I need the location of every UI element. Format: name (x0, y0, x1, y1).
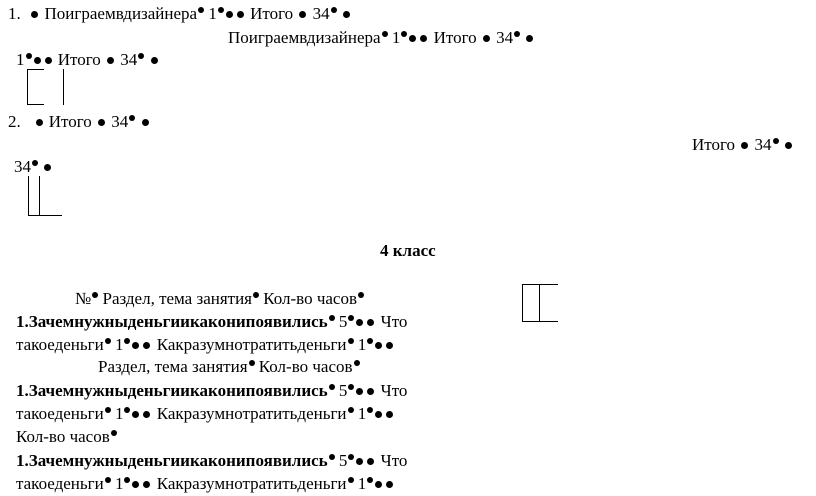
bullet-icon (142, 119, 149, 126)
bullet-icon (45, 57, 52, 64)
bullet-icon (143, 342, 150, 349)
row-hours: 5 (338, 451, 348, 470)
table-header (75, 289, 364, 309)
bullet-icon (367, 388, 374, 395)
bullet-icon (375, 411, 382, 418)
bullet-icon (129, 115, 135, 121)
bullet-icon (773, 138, 779, 144)
text-fragment: Что (380, 381, 408, 400)
bullet-icon (331, 7, 337, 13)
table-row (16, 312, 407, 332)
bullet-icon (375, 342, 382, 349)
text-fragment: Что (380, 451, 408, 470)
bullet-icon (143, 411, 150, 418)
topic-text: Какразумнотратитьденьги (156, 335, 347, 354)
bullet-icon (98, 119, 105, 126)
bullet-icon (237, 11, 244, 18)
list-line-5 (692, 135, 794, 155)
bullet-icon (124, 338, 130, 344)
header-number: № (75, 289, 92, 308)
table-cell-fragment (522, 284, 558, 322)
table-border-line (539, 284, 540, 322)
bullet-icon (741, 142, 748, 149)
table-row (16, 474, 395, 494)
text-fragment: Итого (57, 50, 101, 69)
bullet-icon (348, 407, 354, 413)
text-fragment: 34 (754, 135, 772, 154)
bullet-icon (31, 11, 38, 18)
topic-hours: 1 (114, 404, 124, 423)
list-line-4 (8, 112, 151, 132)
bullet-icon (92, 292, 98, 298)
bullet-icon (367, 319, 374, 326)
text-fragment: Поиграемвдизайнера (228, 28, 381, 47)
bullet-icon (386, 411, 393, 418)
text-fragment: 34 (14, 157, 31, 176)
text-fragment: 34 (496, 28, 514, 47)
topic-text: такоеденьги (16, 474, 104, 493)
text-fragment: Итого (433, 28, 477, 47)
topic-text: такоеденьги (16, 404, 104, 423)
bullet-icon (198, 7, 204, 13)
bullet-icon (132, 481, 139, 488)
header-hours: Кол-во часов (258, 357, 353, 376)
table-row (16, 335, 395, 355)
bullet-icon (249, 360, 255, 366)
topic-hours: 1 (357, 474, 367, 493)
bullet-icon (356, 388, 363, 395)
bullet-icon (401, 31, 407, 37)
bullet-icon (356, 458, 363, 465)
row-title: 1.Зачемнужныденьгиикаконипоявились (16, 381, 328, 400)
topic-hours: 1 (114, 474, 124, 493)
bullet-icon (514, 31, 520, 37)
bullet-icon (138, 53, 144, 59)
bullet-icon (526, 35, 533, 42)
bullet-icon (382, 31, 388, 37)
list-line-6 (14, 157, 53, 177)
text-fragment: Итого (48, 112, 92, 131)
bullet-icon (299, 11, 306, 18)
bullet-icon (105, 477, 111, 483)
header-section: Раздел, тема занятия (98, 357, 248, 376)
bullet-icon (367, 338, 373, 344)
bullet-icon (253, 292, 259, 298)
text-fragment: Поиграемвдизайнера (44, 4, 198, 23)
bullet-icon (132, 342, 139, 349)
bullet-icon (356, 319, 363, 326)
topic-hours: 1 (114, 335, 124, 354)
bullet-icon (329, 384, 335, 390)
list-number: 1. (8, 4, 21, 23)
table-row (16, 381, 407, 401)
topic-text: Какразумнотратитьденьги (156, 404, 347, 423)
bullet-icon (348, 315, 354, 321)
bullet-icon (218, 7, 224, 13)
bullet-icon (367, 407, 373, 413)
list-number: 2. (8, 112, 21, 131)
text-fragment: Что (380, 312, 408, 331)
bullet-icon (785, 142, 792, 149)
bullet-icon (111, 430, 117, 436)
list-line-2 (228, 28, 535, 48)
bullet-icon (375, 481, 382, 488)
bullet-icon (124, 477, 130, 483)
bullet-icon (348, 454, 354, 460)
bullet-icon (132, 411, 139, 418)
table-row (16, 404, 395, 424)
topic-text: Какразумнотратитьденьги (156, 474, 347, 493)
text-fragment: 34 (111, 112, 129, 131)
section-heading: 4 класс (380, 241, 436, 260)
bullet-icon (386, 342, 393, 349)
bullet-icon (409, 35, 416, 42)
table-row (16, 451, 407, 471)
list-line-1 (8, 4, 352, 24)
text-fragment: 1 (391, 28, 401, 47)
bullet-icon (367, 477, 373, 483)
table-border-line (39, 176, 40, 216)
table-cell-fragment (28, 176, 62, 216)
bullet-icon (329, 315, 335, 321)
text-fragment: 34 (312, 4, 330, 23)
topic-hours: 1 (357, 404, 367, 423)
header-hours: Кол-во часов (263, 289, 358, 308)
row-hours: 5 (338, 381, 348, 400)
bullet-icon (420, 35, 427, 42)
bullet-icon (348, 384, 354, 390)
bullet-icon (348, 338, 354, 344)
list-line-3 (16, 50, 160, 70)
text-fragment: 34 (120, 50, 138, 69)
bullet-icon (226, 11, 233, 18)
table-border-line (63, 69, 64, 105)
bullet-icon (343, 11, 350, 18)
header-hours: Кол-во часов (16, 427, 110, 446)
topic-text: такоеденьги (16, 335, 104, 354)
bullet-icon (107, 57, 114, 64)
bullet-icon (34, 57, 41, 64)
topic-hours: 1 (357, 335, 367, 354)
bullet-icon (329, 454, 335, 460)
table-header-repeat (16, 427, 117, 447)
bullet-icon (367, 458, 374, 465)
text-fragment: 1 (16, 50, 25, 69)
bullet-icon (354, 360, 360, 366)
table-cell-fragment (27, 69, 44, 105)
table-header-repeat (98, 357, 360, 377)
text-fragment: Итого (250, 4, 294, 23)
bullet-icon (124, 407, 130, 413)
row-title: 1.Зачемнужныденьгиикаконипоявились (16, 451, 328, 470)
bullet-icon (348, 477, 354, 483)
bullet-icon (32, 160, 38, 166)
bullet-icon (386, 481, 393, 488)
bullet-icon (26, 53, 32, 59)
text-fragment: Итого (692, 135, 736, 154)
bullet-icon (105, 407, 111, 413)
row-title: 1.Зачемнужныденьгиикаконипоявились (16, 312, 328, 331)
bullet-icon (105, 338, 111, 344)
bullet-icon (36, 119, 43, 126)
bullet-icon (44, 164, 51, 171)
text-fragment: 1 (208, 4, 217, 23)
row-hours: 5 (338, 312, 348, 331)
bullet-icon (143, 481, 150, 488)
header-section: Раздел, тема занятия (102, 289, 253, 308)
bullet-icon (483, 35, 490, 42)
bullet-icon (151, 57, 158, 64)
bullet-icon (358, 292, 364, 298)
